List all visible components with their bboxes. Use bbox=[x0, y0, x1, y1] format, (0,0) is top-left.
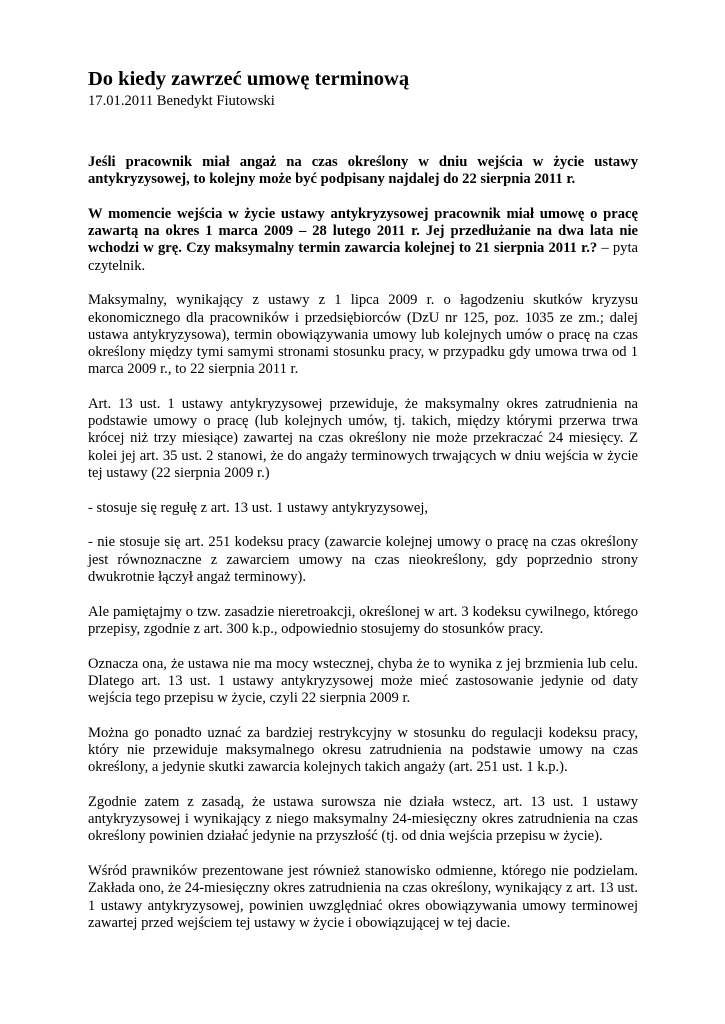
body-paragraph-9: Wśród prawników prezentowane jest również stanowisko odmienne, którego nie podzielam. Zakłada ono, że 24-miesięczny okres zatrudnienia na czas określony, wynikający z art. 13 ust. 1 ustawy antykryzysowej, powinien uwzględniać okres obowiązywania umowy terminowej zawartej przed wejściem tej ustawy w życie i obowiązującej w tej dacie. bbox=[88, 863, 638, 931]
body-paragraph-1: Maksymalny, wynikający z ustawy z 1 lipca 2009 r. o łagodzeniu skutków kryzysu ekonomicznego dla pracowników i przedsiębiorców (DzU nr 125, poz. 1035 ze zm.; dalej ustawa antykryzysowa), termin obowiązywania umowy lub kolejnych umów o pracę na czas określony między tymi samymi stronami stosunku pracy, w przypadku gdy umowa trwa od 1 marca 2009 r., to 22 sierpnia 2011 r. bbox=[88, 292, 638, 378]
reader-question-suffix: – pyta czytelnik. bbox=[88, 240, 638, 274]
reader-question bbox=[88, 206, 638, 275]
article-meta bbox=[88, 92, 638, 110]
article-lead: Jeśli pracownik miał angaż na czas określony w dniu wejścia w życie ustawy antykryzysowej, to kolejny może być podpisany najdalej do 22 sierpnia 2011 r. bbox=[88, 154, 638, 188]
reader-question-text: W momencie wejścia w życie ustawy antykryzysowej pracownik miał umowę o pracę zawartą na okres 1 marca 2009 – 28 lutego 2011 r. Jej przedłużanie na dwa lata nie wchodzi w grę. Czy maksymalny termin zawarcia kolejnej to 21 sierpnia 2011 r.? bbox=[88, 206, 638, 257]
body-paragraph-8: Zgodnie zatem z zasadą, że ustawa surowsza nie działa wstecz, art. 13 ust. 1 ustawy antykryzysowej i wynikający z niego maksymalny 24-miesięczny okres zatrudnienia na czas określony powinien działać jedynie na przyszłość (tj. od dnia wejścia przepisu w życie). bbox=[88, 794, 638, 845]
body-paragraph-2: Art. 13 ust. 1 ustawy antykryzysowej przewiduje, że maksymalny okres zatrudnienia na podstawie umowy o pracę (lub kolejnych umów, tj. takich, między którymi przerwa trwa krócej niż trzy miesiące) zawartej na czas określony nie może przekraczać 24 miesięcy. Z kolei jej art. 35 ust. 2 stanowi, że do angaży terminowych trwających w dniu wejścia w życie tej ustawy (22 sierpnia 2009 r.) bbox=[88, 396, 638, 481]
article-date: 17.01.2011 bbox=[88, 93, 154, 109]
document-page bbox=[88, 66, 638, 950]
body-paragraph-3: - stosuje się regułę z art. 13 ust. 1 ustawy antykryzysowej, bbox=[88, 499, 429, 516]
body-paragraph-4: - nie stosuje się art. 251 kodeksu pracy (zawarcie kolejnej umowy o pracę na czas określony jest równoznaczne z zawarciem umowy na czas nieokreślony, gdy poprzednio strony dwukrotnie łączył angaż terminowy). bbox=[88, 534, 638, 585]
body-paragraph-7: Można go ponadto uznać za bardziej restrykcyjny w stosunku do regulacji kodeksu pracy, który nie przewiduje maksymalnego okresu zatrudnienia na podstawie umowy na czas określony, a jedynie skutki zawarcia kolejnych takich angaży (art. 251 ust. 1 k.p.). bbox=[88, 724, 638, 776]
body-paragraph-5: Ale pamiętajmy o tzw. zasadzie nieretroakcji, określonej w art. 3 kodeksu cywilnego, którego przepisy, zgodnie z art. 300 k.p., odpowiednio stosujemy do stosunków pracy. bbox=[88, 603, 638, 637]
article-author: Benedykt Fiutowski bbox=[156, 93, 275, 109]
body-paragraph-6: Oznacza ona, że ustawa nie ma mocy wstecznej, chyba że to wynika z jej brzmienia lub celu. Dlatego art. 13 ust. 1 ustawy antykryzysowej może mieć zastosowanie jedynie od daty wejścia tego przepisu w życie, czyli 22 sierpnia 2009 r. bbox=[88, 655, 638, 707]
article-title: Do kiedy zawrzeć umowę terminową bbox=[88, 68, 410, 90]
